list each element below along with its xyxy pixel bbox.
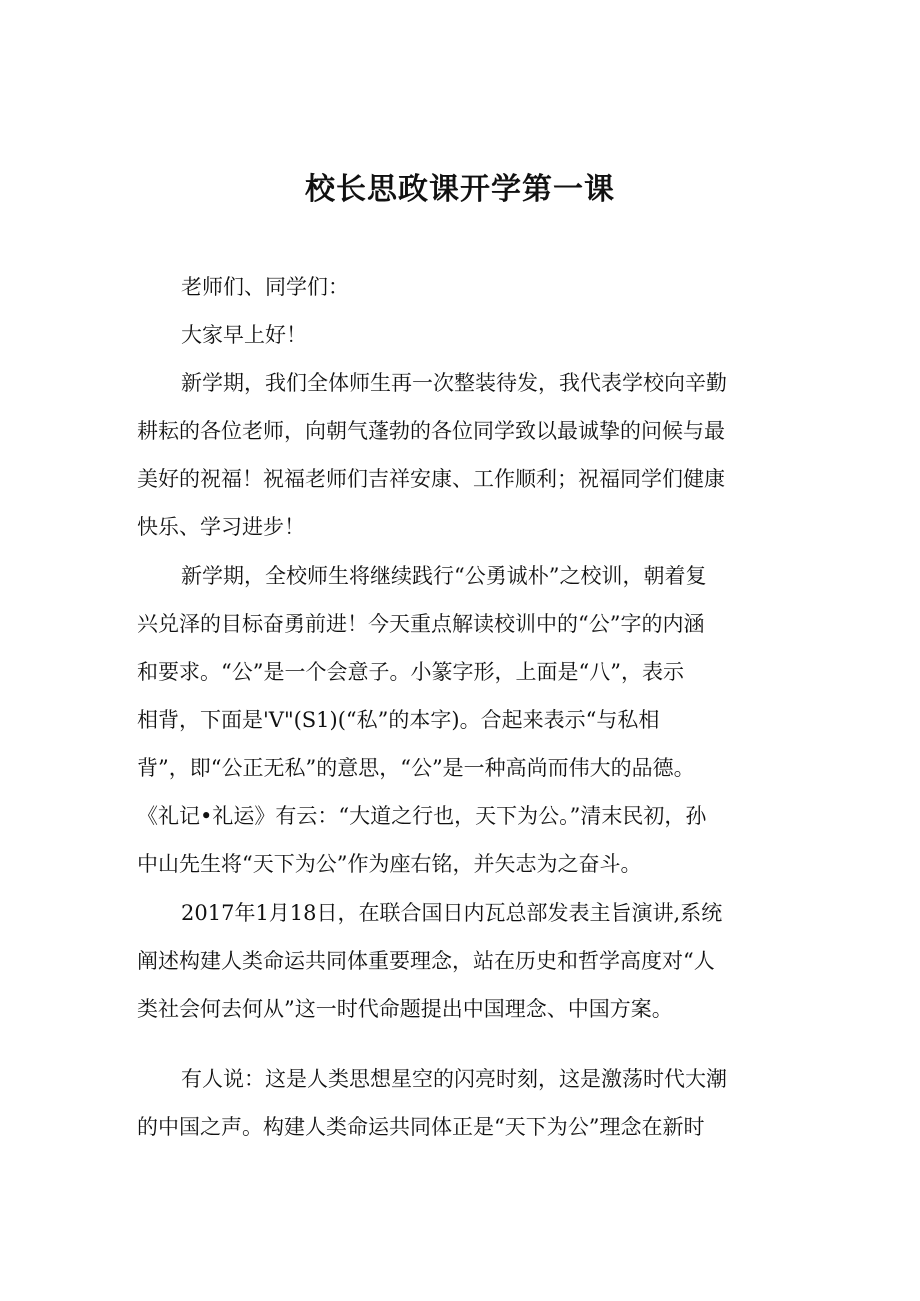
- paragraph-line: 有人说：这是人类思想星空的闪亮时刻，这是激荡时代大潮: [181, 1067, 727, 1091]
- paragraph-line: 新学期，我们全体师生再一次整装待发，我代表学校向辛勤: [181, 371, 727, 395]
- salutation-line: 老师们、同学们：: [181, 275, 349, 299]
- paragraph-line: 背”，即“公正无私”的意思，“公”是一种高尚而伟大的品德。: [137, 756, 695, 780]
- paragraph-line: 和要求。“公”是一个会意子。小篆字形，上面是“八”，表示: [137, 660, 684, 684]
- paragraph-line: 中山先生将“天下为公”作为座右铭，并矢志为之奋斗。: [137, 852, 642, 876]
- paragraph-line: 的中国之声。构建人类命运共同体正是“天下为公”理念在新时: [137, 1115, 705, 1139]
- paragraph-line: 兴兑泽的目标奋勇前进！今天重点解读校训中的“公”字的内涵: [137, 612, 705, 636]
- paragraph-line: 阐述构建人类命运共同体重要理念，站在历史和哲学高度对“人: [137, 949, 715, 973]
- paragraph-line: 新学期，全校师生将继续践行“公勇诚朴”之校训，朝着复: [181, 564, 707, 588]
- document-title: 校长思政课开学第一课: [305, 172, 615, 207]
- paragraph-line: 耕耘的各位老师，向朝气蓬勃的各位同学致以最诚挚的问候与最: [137, 419, 725, 443]
- paragraph-line: 类社会何去何从”这一时代命题提出中国理念、中国方案。: [137, 997, 673, 1021]
- paragraph-line: 美好的祝福！祝福老师们吉祥安康、工作顺利；祝福同学们健康: [137, 467, 725, 491]
- greeting-line: 大家早上好！: [181, 323, 307, 347]
- paragraph-line: 《礼记•礼运》有云：“大道之行也，天下为公。”清末民初，孙: [137, 804, 707, 828]
- paragraph-line: 2017年1月18日，在联合国日内瓦总部发表主旨演讲,系统: [181, 901, 723, 925]
- paragraph-line: 相背，下面是'V"(S1)(“私”的本字)。合起来表示“与私相: [137, 708, 660, 732]
- paragraph-line: 快乐、学习进步！: [137, 515, 305, 539]
